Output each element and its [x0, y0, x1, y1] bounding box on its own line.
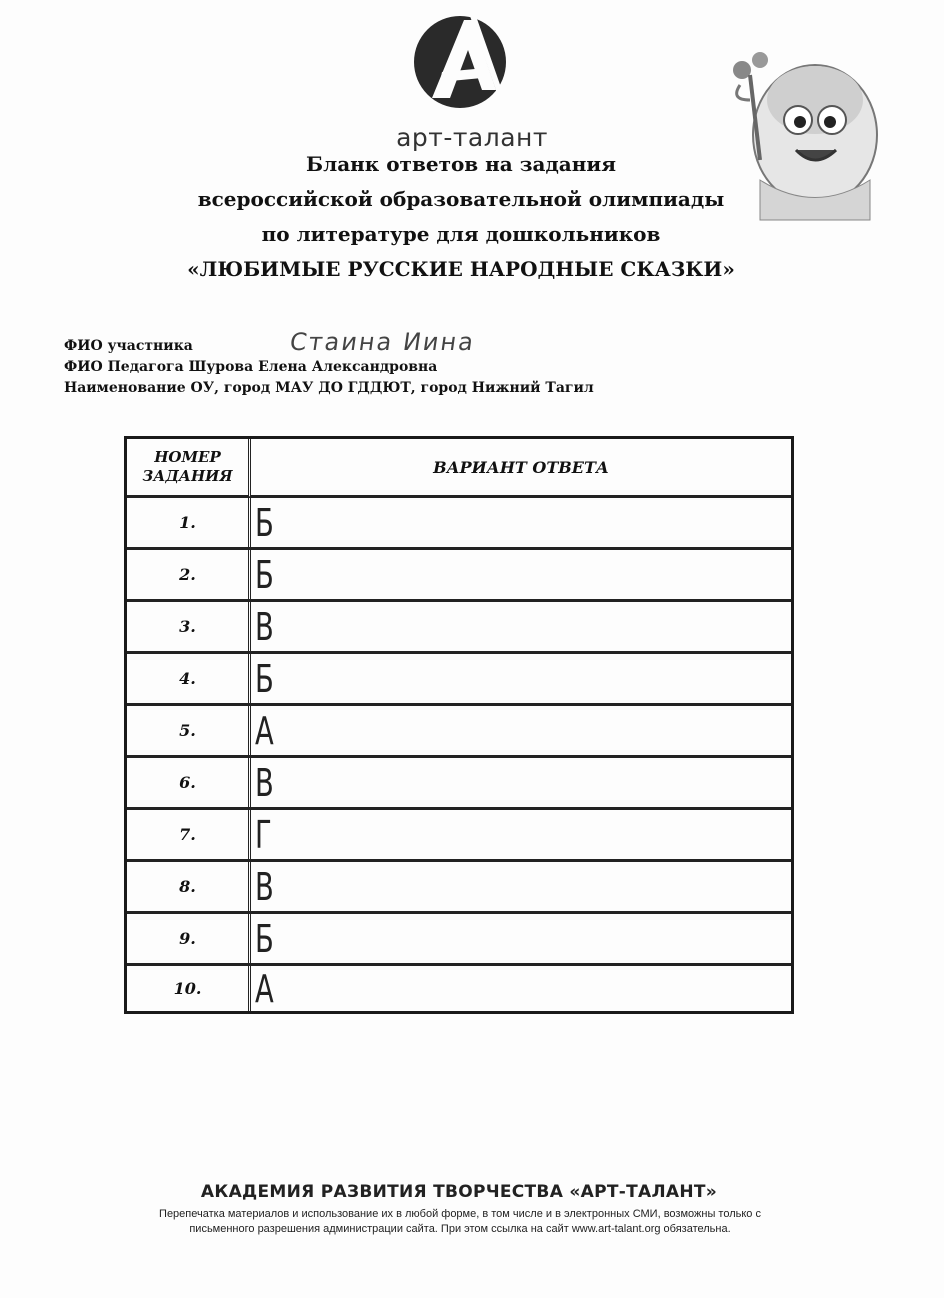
participant-row	[64, 328, 477, 356]
task-number: 2.	[127, 550, 251, 599]
handwritten-answer: Б	[255, 501, 274, 545]
handwritten-answer: Б	[255, 657, 274, 701]
header-answer-variant: ВАРИАНТ ОТВЕТА	[251, 439, 791, 498]
table-row	[127, 810, 791, 862]
teacher-value: Шурова Елена Александровна	[188, 359, 438, 375]
handwritten-answer: Б	[255, 917, 274, 961]
task-number: 1.	[127, 498, 251, 547]
handwritten-answer: В	[255, 605, 274, 649]
brand-name: арт-талант	[396, 123, 548, 152]
heading-line-1: Бланк ответов на задания	[306, 152, 616, 176]
task-number: 5.	[127, 706, 251, 755]
task-number: 7.	[127, 810, 251, 859]
school-label: Наименование ОУ, город	[64, 380, 271, 396]
task-number: 10.	[127, 966, 251, 1011]
teacher-label: ФИО Педагога	[64, 359, 184, 375]
handwritten-answer: Б	[255, 553, 274, 597]
handwritten-answer: А	[255, 967, 274, 1011]
table-row	[127, 914, 791, 966]
school-row	[64, 380, 594, 396]
handwritten-answer: В	[255, 761, 274, 805]
task-number: 8.	[127, 862, 251, 911]
art-talant-logo-icon	[412, 10, 508, 116]
table-row	[127, 654, 791, 706]
teacher-row	[64, 359, 437, 375]
task-number: 9.	[127, 914, 251, 963]
table-row	[127, 550, 791, 602]
handwritten-answer: В	[255, 865, 274, 909]
handwritten-answer: А	[255, 709, 274, 753]
footer-note-line-2: письменного разрешения администрации сайта. При этом ссылка на сайт www.art-talant.org обязательна.	[189, 1223, 731, 1235]
table-row	[127, 758, 791, 810]
school-value: МАУ ДО ГДДЮТ, город Нижний Тагил	[275, 380, 594, 396]
footer-title: АКАДЕМИЯ РАЗВИТИЯ ТВОРЧЕСТВА «АРТ-ТАЛАНТ»	[200, 1182, 718, 1202]
table-row	[127, 862, 791, 914]
participant-name-handwritten: Стаина Иина	[288, 328, 477, 356]
task-number: 3.	[127, 602, 251, 651]
footer-note-line-1: Перепечатка материалов и использование их в любой форме, в том числе и в электронных СМИ, возможны только с	[159, 1208, 761, 1220]
handwritten-answer: Г	[255, 813, 272, 857]
task-number: 6.	[127, 758, 251, 807]
task-number: 4.	[127, 654, 251, 703]
heading-line-2: всероссийской образовательной олимпиады	[197, 187, 725, 211]
answer-table	[124, 436, 794, 1014]
heading-line-4: «ЛЮБИМЫЕ РУССКИЕ НАРОДНЫЕ СКАЗКИ»	[187, 257, 735, 281]
table-row	[127, 706, 791, 758]
table-row	[127, 966, 791, 1011]
table-row	[127, 602, 791, 654]
participant-label: ФИО участника	[64, 338, 193, 354]
table-row	[127, 498, 791, 550]
heading-line-3: по литературе для дошкольников	[261, 222, 661, 246]
footer-copyright-note	[60, 1207, 860, 1237]
header-task-number: НОМЕР ЗАДАНИЯ	[127, 439, 251, 498]
